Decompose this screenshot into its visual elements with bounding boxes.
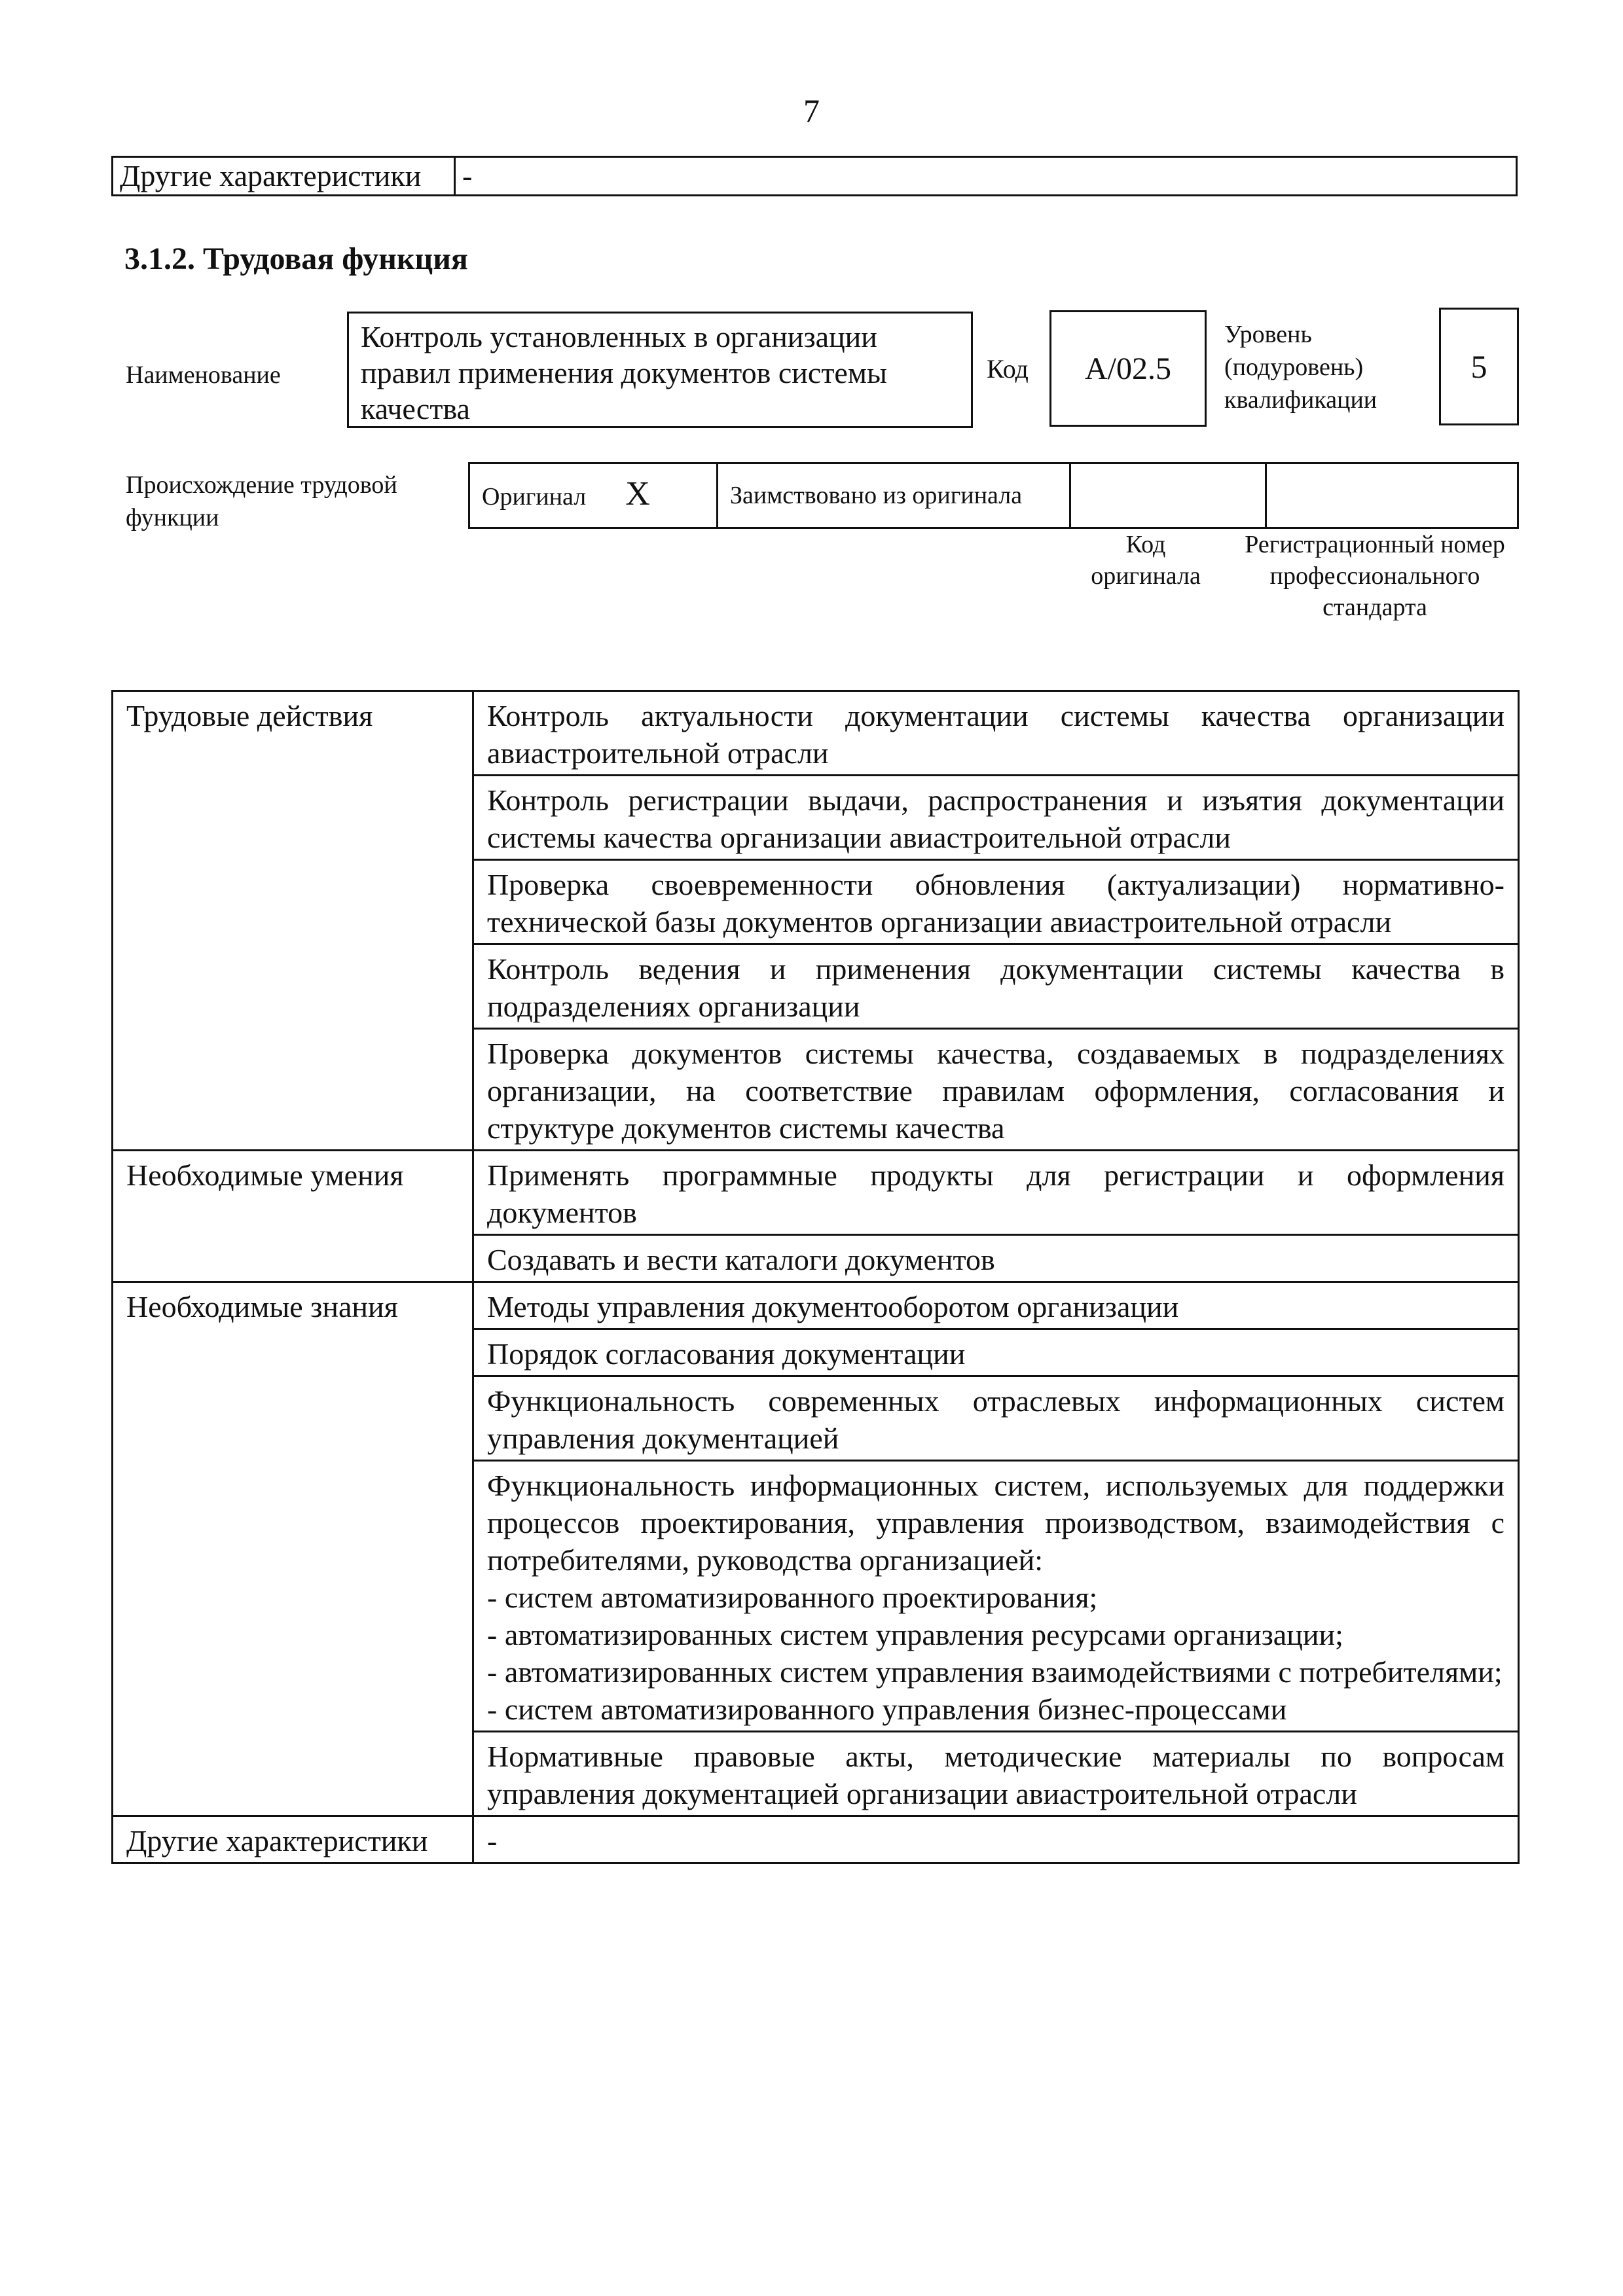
labor-function-table-body bbox=[113, 691, 1519, 1863]
section-label: Другие характеристики bbox=[113, 1816, 473, 1863]
other-characteristics-table bbox=[111, 156, 1518, 196]
name-label: Наименование bbox=[126, 361, 281, 389]
page-number: 7 bbox=[803, 92, 820, 129]
origin-original-cell bbox=[469, 463, 718, 528]
table-row bbox=[113, 1151, 1519, 1235]
section-item: Нормативные правовые акты, методические материалы по вопросам управления документацией организации авиастроительной отрасли bbox=[473, 1732, 1519, 1816]
section-item-composite bbox=[473, 1461, 1519, 1732]
section-item: Методы управления документооборотом организации bbox=[473, 1282, 1519, 1329]
table-row bbox=[113, 691, 1519, 776]
reg-number-cell bbox=[1266, 463, 1518, 528]
section-item: Порядок согласования документации bbox=[473, 1329, 1519, 1376]
section-label: Трудовые действия bbox=[113, 691, 473, 1151]
other-characteristics-value: - bbox=[455, 157, 1517, 196]
qualification-level-label: Уровень (подуровень) квалификации bbox=[1224, 321, 1377, 414]
borrowed-label: Заимствовано из оригинала bbox=[718, 463, 1070, 528]
original-code-cell bbox=[1070, 463, 1266, 528]
function-code: A/02.5 bbox=[1049, 310, 1207, 427]
section-item: Контроль ведения и применения документации системы качества в подразделениях организации bbox=[473, 944, 1519, 1029]
section-item: Создавать и вести каталоги документов bbox=[473, 1235, 1519, 1282]
section-item: Функциональность современных отраслевых информационных систем управления документацией bbox=[473, 1376, 1519, 1461]
section-heading: 3.1.2. Трудовая функция bbox=[124, 242, 468, 276]
table-row bbox=[113, 1282, 1519, 1329]
qualification-level-value: 5 bbox=[1439, 308, 1519, 425]
section-item: Контроль актуальности документации системы качества организации авиастроительной отрасли bbox=[473, 691, 1519, 776]
section-item: Проверка документов системы качества, создаваемых в подразделениях организации, на соответствие правилам оформления, согласования и структуре документов системы качества bbox=[473, 1029, 1519, 1151]
labor-function-table bbox=[111, 690, 1520, 1864]
table-row bbox=[113, 1816, 1519, 1863]
section-item: Контроль регистрации выдачи, распространения и изъятия документации системы качества организации авиастроительной отрасли bbox=[473, 776, 1519, 860]
section-item-intro: Функциональность информационных систем, используемых для поддержки процессов проектирования, управления производством, взаимодействия с потребителями, руководства организацией: bbox=[487, 1469, 1504, 1577]
original-code-caption: Код оригинала bbox=[1091, 531, 1201, 590]
reg-number-caption: Регистрационный номер профессионального стандарта bbox=[1245, 531, 1505, 621]
origin-table bbox=[468, 462, 1519, 529]
code-label: Код bbox=[987, 354, 1029, 384]
other-characteristics-label: Другие характеристики bbox=[113, 157, 455, 196]
original-mark: X bbox=[625, 475, 650, 512]
section-item-bullet: - систем автоматизированного проектирования; bbox=[487, 1581, 1098, 1614]
section-item-bullet: - автоматизированных систем управления взаимодействиями с потребителями; bbox=[487, 1655, 1503, 1689]
section-item-bullet: - систем автоматизированного управления бизнес-процессами bbox=[487, 1693, 1287, 1726]
section-label: Необходимые знания bbox=[113, 1282, 473, 1816]
section-item: - bbox=[473, 1816, 1519, 1863]
section-item: Применять программные продукты для регистрации и оформления документов bbox=[473, 1151, 1519, 1235]
section-label: Необходимые умения bbox=[113, 1151, 473, 1282]
function-name: Контроль установленных в организации правил применения документов системы качества bbox=[347, 312, 973, 428]
original-label: Оригинал bbox=[482, 483, 587, 511]
origin-label: Происхождение трудовой функции bbox=[126, 471, 397, 531]
section-item-bullet: - автоматизированных систем управления ресурсами организации; bbox=[487, 1618, 1343, 1651]
section-item: Проверка своевременности обновления (актуализации) нормативно-технической базы документов организации авиастроительной отрасли bbox=[473, 860, 1519, 944]
